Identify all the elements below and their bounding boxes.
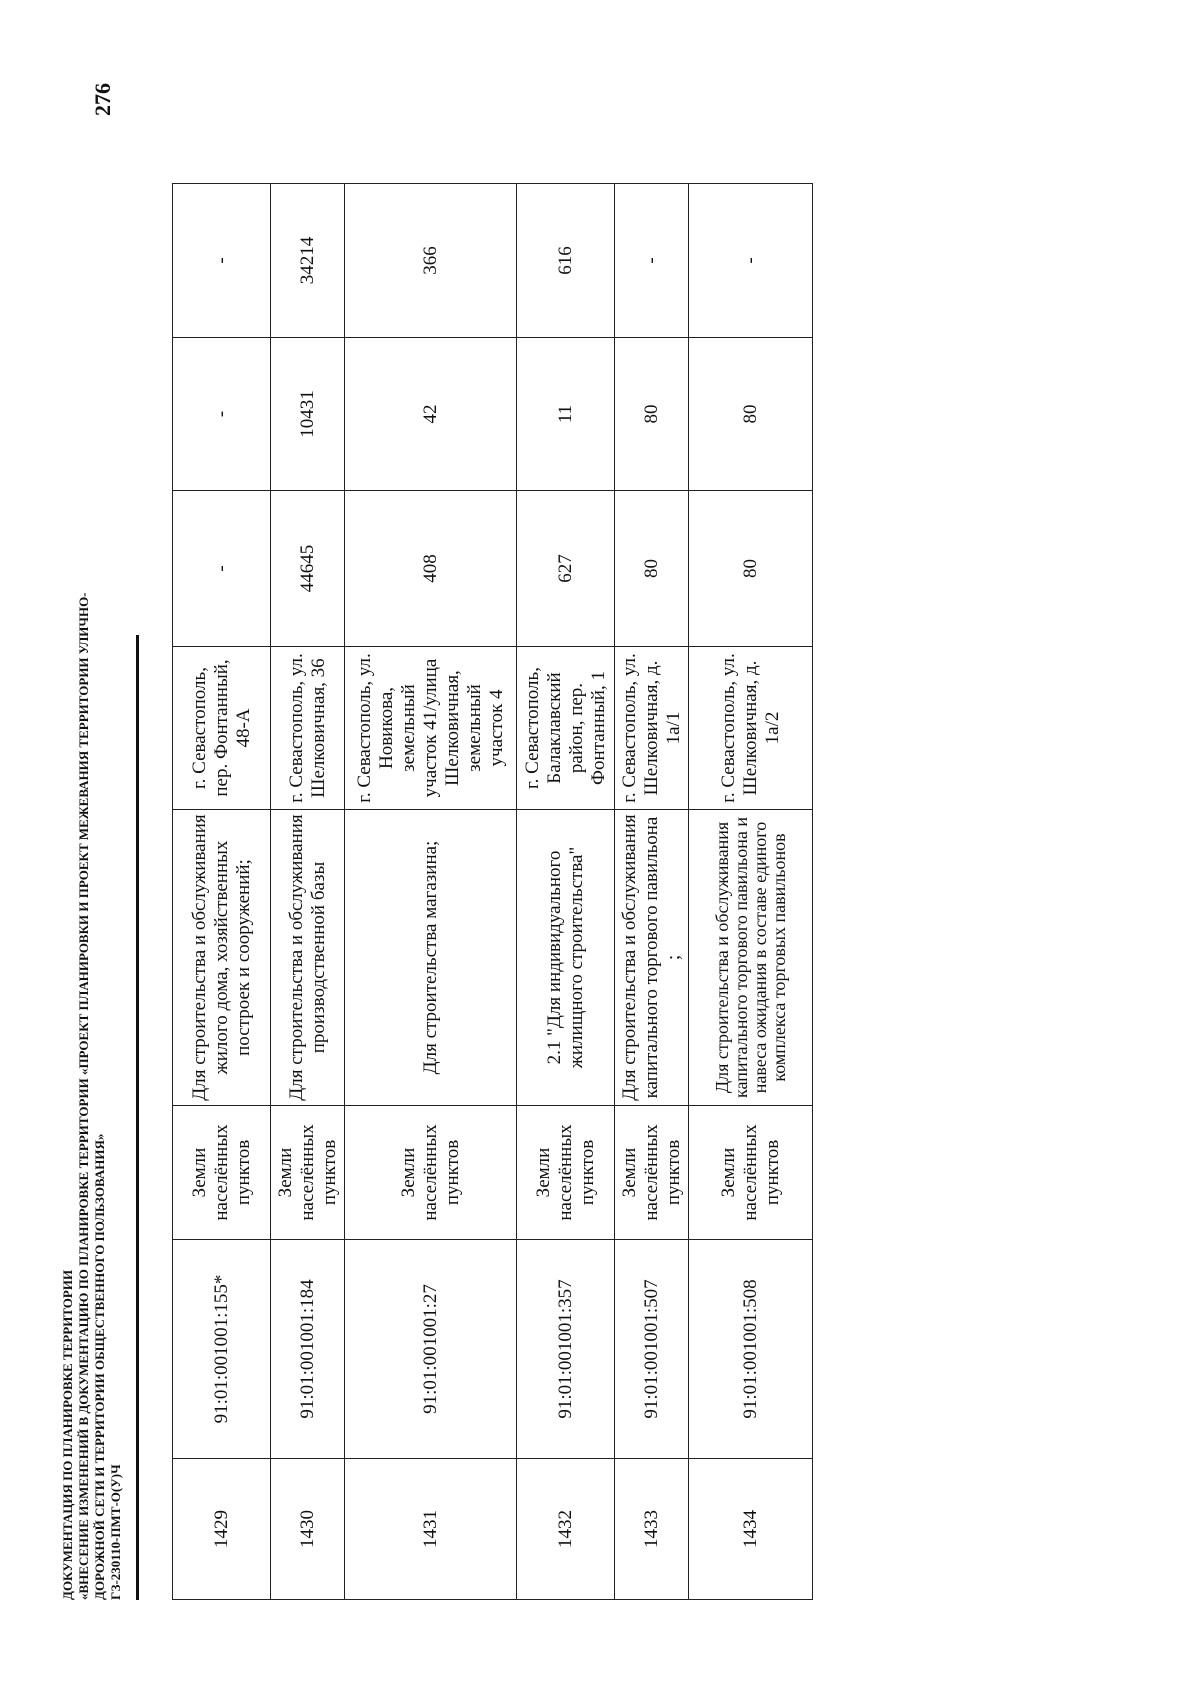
area-total: 44645 xyxy=(271,491,345,647)
cadastral-number: 91:01:001001:507 xyxy=(615,1240,689,1459)
area-second: 11 xyxy=(517,338,615,491)
header-line-4: ГЗ-230110-ПМТ-О(У)Ч xyxy=(108,1464,123,1600)
land-category: Земли населённых пунктов xyxy=(345,1106,517,1240)
cadastral-number: 91:01:001001:508 xyxy=(689,1240,813,1459)
area-total: 408 xyxy=(345,491,517,647)
area-third: 616 xyxy=(517,184,615,338)
permitted-use: Для строительства и обслуживания капитального торгового павильона ; xyxy=(615,810,689,1106)
table-row xyxy=(689,184,813,1600)
area-total: 627 xyxy=(517,491,615,647)
permitted-use: Для строительства и обслуживания производственной базы xyxy=(271,810,345,1106)
land-category: Земли населённых пунктов xyxy=(271,1106,345,1240)
area-total: 80 xyxy=(689,491,813,647)
area-second: 80 xyxy=(615,338,689,491)
permitted-use: Для строительства и обслуживания капитального торгового павильона и навеса ожидания в составе единого комплекса торговых павильонов xyxy=(689,810,813,1106)
area-total: 80 xyxy=(615,491,689,647)
area-third: - xyxy=(173,184,271,338)
address: г. Севастополь, пер. Фонтанный, 48-А xyxy=(173,647,271,810)
cadastral-number: 91:01:001001:27 xyxy=(345,1240,517,1459)
area-third: - xyxy=(615,184,689,338)
header-line-1: ДОКУМЕНТАЦИЯ ПО ПЛАНИРОВКЕ ТЕРРИТОРИИ xyxy=(60,1269,75,1600)
area-third: - xyxy=(689,184,813,338)
address: г. Севастополь, ул. Шелковичная, д. 1а/2 xyxy=(689,647,813,810)
header-line-3: ДОРОЖНОЙ СЕТИ И ТЕРРИТОРИИ ОБЩЕСТВЕННОГО ПОЛЬЗОВАНИЯ» xyxy=(92,1133,107,1600)
row-number: 1431 xyxy=(345,1459,517,1600)
area-second: - xyxy=(173,338,271,491)
address: г. Севастополь, ул. Шелковичная, 36 xyxy=(271,647,345,810)
cadastral-number: 91:01:001001:357 xyxy=(517,1240,615,1459)
permitted-use: Для строительства и обслуживания жилого дома, хозяйственных построек и сооружений; xyxy=(173,810,271,1106)
permitted-use: 2.1 "Для индивидуального жилищного строительства" xyxy=(517,810,615,1106)
table-row xyxy=(173,184,271,1600)
area-third: 366 xyxy=(345,184,517,338)
area-total: - xyxy=(173,491,271,647)
cadastral-number: 91:01:001001:184 xyxy=(271,1240,345,1459)
area-third: 34214 xyxy=(271,184,345,338)
land-plots-table xyxy=(172,183,813,1600)
header-rule xyxy=(136,635,139,1600)
page-number: 276 xyxy=(90,83,115,116)
area-second: 42 xyxy=(345,338,517,491)
row-number: 1430 xyxy=(271,1459,345,1600)
table-row xyxy=(271,184,345,1600)
row-number: 1433 xyxy=(615,1459,689,1600)
address: г. Севастополь, ул. Новикова, земельный участок 41/улица Шелковичная, земельный участок 4 xyxy=(345,647,517,810)
document-header xyxy=(60,592,124,1600)
area-second: 80 xyxy=(689,338,813,491)
table-row xyxy=(345,184,517,1600)
land-category: Земли населённых пунктов xyxy=(517,1106,615,1240)
land-category: Земли населённых пунктов xyxy=(173,1106,271,1240)
table-row xyxy=(517,184,615,1600)
land-category: Земли населённых пунктов xyxy=(689,1106,813,1240)
table-row xyxy=(615,184,689,1600)
cadastral-number: 91:01:001001:155* xyxy=(173,1240,271,1459)
area-second: 10431 xyxy=(271,338,345,491)
permitted-use: Для строительства магазина; xyxy=(345,810,517,1106)
row-number: 1434 xyxy=(689,1459,813,1600)
address: г. Севастополь, ул. Шелковичная, д. 1а/1 xyxy=(615,647,689,810)
land-category: Земли населённых пунктов xyxy=(615,1106,689,1240)
row-number: 1429 xyxy=(173,1459,271,1600)
row-number: 1432 xyxy=(517,1459,615,1600)
header-line-2: «ВНЕСЕНИЕ ИЗМЕНЕНИЙ В ДОКУМЕНТАЦИЮ ПО ПЛАНИРОВКЕ ТЕРРИТОРИИ «ПРОЕКТ ПЛАНИРОВКИ И ПРОЕКТ МЕЖЕВАНИЯ ТЕРРИТОРИИ УЛИЧНО- xyxy=(76,592,91,1600)
address: г. Севастополь, Балаклавский район, пер. Фонтанный, 1 xyxy=(517,647,615,810)
